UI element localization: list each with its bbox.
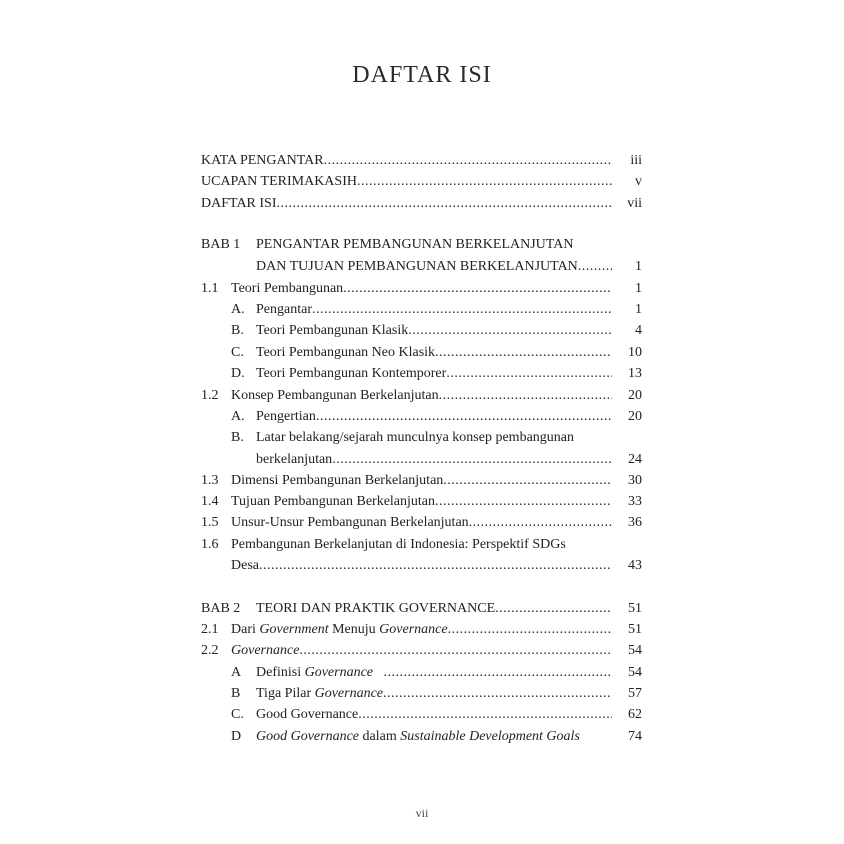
page-ref: 10 — [628, 345, 642, 360]
section-number: 2.1 — [201, 622, 219, 637]
page-ref: 36 — [628, 515, 642, 530]
toc-entry-2-2-a[interactable]: A Definisi Governance ..... 54 — [201, 662, 642, 683]
page-ref: iii — [630, 153, 642, 168]
section-number: 1.6 — [201, 537, 219, 552]
page-ref: 1 — [635, 281, 642, 296]
item-letter: B — [231, 686, 241, 701]
toc-entry-2-1[interactable]: 2.1 Dari Government Menuju Governance ..... 51 — [201, 619, 642, 640]
toc-entry-kata-pengantar[interactable]: KATA PENGANTAR ..... iii — [201, 150, 642, 171]
section-number: 1.5 — [201, 515, 219, 530]
toc-entry-1-5[interactable]: 1.5 Unsur-Unsur Pembangunan Berkelanjutan ..... 36 — [201, 512, 642, 533]
chapter-heading-bab-1-line2[interactable]: DAN TUJUAN PEMBANGUNAN BERKELANJUTAN ..... 1 — [201, 256, 642, 277]
item-letter: A — [231, 665, 242, 680]
page-ref: 24 — [628, 452, 642, 467]
section-number: 1.1 — [201, 281, 219, 296]
page-number: vii — [415, 806, 429, 820]
toc-entry-2-2-c[interactable]: C. Good Governance ..... 62 — [201, 704, 642, 725]
page-ref: 74 — [628, 729, 642, 744]
toc-entry-1-2-a[interactable]: A. Pengertian ..... 20 — [201, 406, 642, 427]
item-letter: C. — [231, 345, 244, 360]
chapter-title-line1: PENGANTAR PEMBANGUNAN BERKELANJUTAN — [256, 237, 574, 252]
page-ref: 43 — [628, 558, 642, 573]
toc-entry-1-6-line2[interactable]: Desa ..... 43 — [201, 555, 642, 576]
page-ref: 4 — [635, 323, 642, 338]
item-letter: A. — [231, 409, 245, 424]
entry-text-line1: Pembangunan Berkelanjutan di Indonesia: Perspektif SDGs — [231, 537, 566, 552]
item-letter: D. — [231, 366, 245, 381]
toc-entry-1-1-a[interactable]: A. Pengantar ..... 1 — [201, 299, 642, 320]
toc-entry-2-2-b[interactable]: B Tiga Pilar Governance ..... 57 — [201, 683, 642, 704]
chapter-number: BAB 1 — [201, 237, 241, 252]
page-ref: 30 — [628, 473, 642, 488]
toc-entry-ucapan-terimakasih[interactable]: UCAPAN TERIMAKASIH ..... v — [201, 171, 642, 192]
page-ref: 33 — [628, 494, 642, 509]
item-letter: C. — [231, 707, 244, 722]
page-ref: vii — [627, 196, 642, 211]
page-ref: v — [635, 174, 642, 189]
toc-entry-1-6[interactable] — [201, 534, 642, 555]
toc-entry-1-4[interactable]: 1.4 Tujuan Pembangunan Berkelanjutan ..... 33 — [201, 491, 642, 512]
item-letter: A. — [231, 302, 245, 317]
section-number: 1.2 — [201, 388, 219, 403]
page-ref: 62 — [628, 707, 642, 722]
toc-entry-1-2-b[interactable] — [201, 427, 642, 448]
toc-entry-1-2-b-line2[interactable]: berkelanjutan ..... 24 — [201, 449, 642, 470]
entry-text-line1: Latar belakang/sejarah munculnya konsep pembangunan — [256, 430, 574, 445]
page-ref: 20 — [628, 409, 642, 424]
toc-entry-1-1-d[interactable]: D. Teori Pembangunan Kontemporer ..... 13 — [201, 363, 642, 384]
toc-entry-1-1-c[interactable]: C. Teori Pembangunan Neo Klasik ..... 10 — [201, 342, 642, 363]
entry-text: Good Governance dalam Sustainable Development Goals — [256, 729, 580, 744]
chapter-heading-bab-1[interactable] — [201, 234, 642, 255]
page-ref: 20 — [628, 388, 642, 403]
section-number: 2.2 — [201, 643, 219, 658]
toc-entry-1-1[interactable]: 1.1 Teori Pembangunan ..... 1 — [201, 278, 642, 299]
chapter-number: BAB 2 — [201, 601, 241, 616]
toc-entry-2-2[interactable]: 2.2 Governance ..... 54 — [201, 640, 642, 661]
page-ref: 51 — [628, 622, 642, 637]
page-ref: 1 — [635, 302, 642, 317]
toc-entry-1-3[interactable]: 1.3 Dimensi Pembangunan Berkelanjutan ..... 30 — [201, 470, 642, 491]
chapter-heading-bab-2[interactable]: BAB 2 TEORI DAN PRAKTIK GOVERNANCE ..... 51 — [201, 598, 642, 619]
page-ref: 54 — [628, 665, 642, 680]
page-ref: 51 — [628, 601, 642, 616]
item-letter: B. — [231, 323, 244, 338]
section-number: 1.4 — [201, 494, 219, 509]
toc-entry-2-2-d[interactable] — [201, 726, 642, 747]
item-letter: B. — [231, 430, 244, 445]
page-ref: 54 — [628, 643, 642, 658]
page-title: DAFTAR ISI — [352, 62, 492, 88]
section-number: 1.3 — [201, 473, 219, 488]
toc-entry-1-2[interactable]: 1.2 Konsep Pembangunan Berkelanjutan ..... 20 — [201, 385, 642, 406]
page-ref: 13 — [628, 366, 642, 381]
toc-entry-daftar-isi[interactable]: DAFTAR ISI ..... vii — [201, 193, 642, 214]
item-letter: D — [231, 729, 242, 744]
page-ref: 1 — [635, 259, 642, 274]
page-ref: 57 — [628, 686, 642, 701]
toc-entry-1-1-b[interactable]: B. Teori Pembangunan Klasik ..... 4 — [201, 320, 642, 341]
